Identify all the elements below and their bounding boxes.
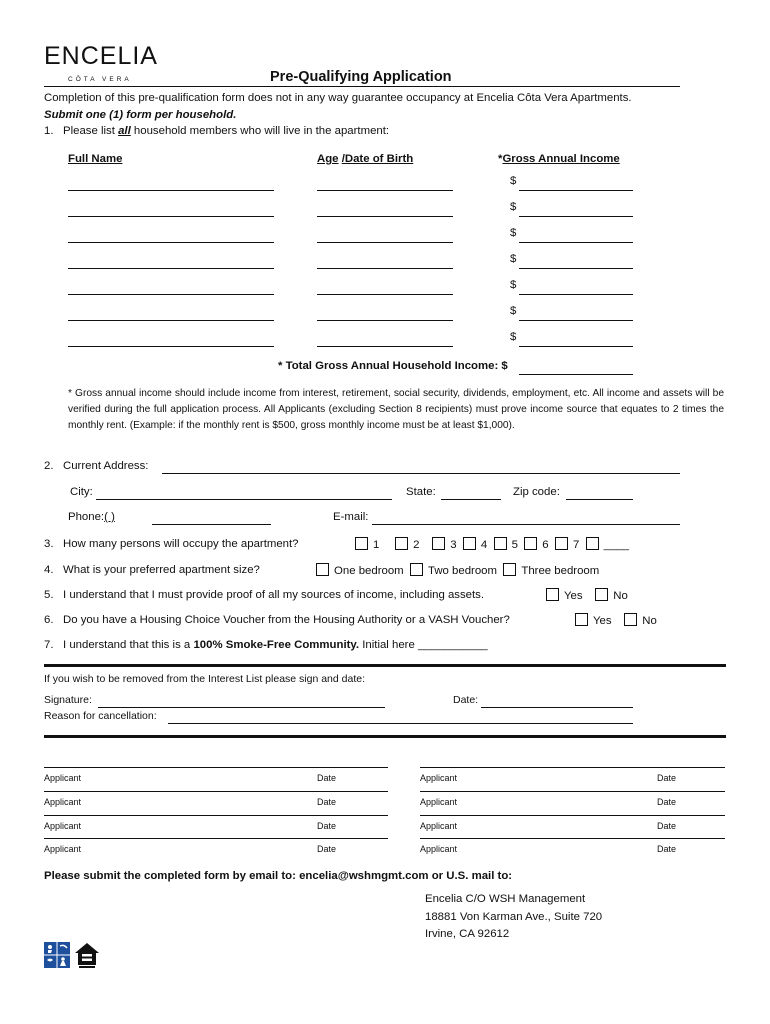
member-age-field-3[interactable] <box>317 242 453 243</box>
member-name-field-3[interactable] <box>68 242 274 243</box>
address-line-1: Encelia C/O WSH Management <box>425 893 586 905</box>
q7-text: 7. I understand that this is a 100% Smoke-Free Community. Initial here ___________ <box>44 639 488 651</box>
member-income-field-1[interactable] <box>519 190 633 191</box>
q5-text: 5. I understand that I must provide proof of all my sources of income, including assets. <box>44 589 485 601</box>
date-label: Date <box>657 821 677 831</box>
member-income-field-4[interactable] <box>519 268 633 269</box>
member-age-field-5[interactable] <box>317 294 453 295</box>
q6-text: 6. Do you have a Housing Choice Voucher from the Housing Authority or a VASH Voucher? <box>44 614 510 626</box>
applicant-signature-line[interactable] <box>420 791 725 792</box>
removal-date-label: Date: <box>453 694 479 706</box>
applicant-signature-line[interactable] <box>44 767 388 768</box>
q1-text: 1. Please list all household members who will live in the apartment: <box>44 125 390 137</box>
mailing-address <box>425 891 602 944</box>
date-label: Date <box>317 773 337 783</box>
q6-yes-checkbox[interactable] <box>575 613 588 626</box>
member-income-field-2[interactable] <box>519 216 633 217</box>
persons-3-checkbox[interactable] <box>432 537 445 550</box>
state-label: State: <box>406 486 436 498</box>
dollar-sign: $ <box>510 227 517 239</box>
persons-6-checkbox[interactable] <box>524 537 537 550</box>
member-name-field-4[interactable] <box>68 268 274 269</box>
member-age-field-7[interactable] <box>317 346 453 347</box>
persons-other-checkbox[interactable] <box>586 537 599 550</box>
member-age-field-1[interactable] <box>317 190 453 191</box>
q4-text: 4. What is your preferred apartment size? <box>44 564 260 576</box>
city-field[interactable] <box>96 499 392 500</box>
removal-text: If you wish to be removed from the Interest List please sign and date: <box>44 673 366 685</box>
total-income-label: * Total Gross Annual Household Income: $ <box>278 360 508 372</box>
member-name-field-2[interactable] <box>68 216 274 217</box>
logo-subtext: CÔTA VERA <box>68 76 132 83</box>
member-age-field-2[interactable] <box>317 216 453 217</box>
persons-2-checkbox[interactable] <box>395 537 408 550</box>
accessibility-logo <box>44 942 70 971</box>
two-bedroom-checkbox[interactable] <box>410 563 423 576</box>
dollar-sign: $ <box>510 279 517 291</box>
total-income-field[interactable] <box>519 374 633 375</box>
applicant-signature-line[interactable] <box>420 767 725 768</box>
income-footnote: * Gross annual income should include income from interest, retirement, social security, dividends, employment, etc. All income and assets will be verified during the full application process. All Applicants (excluding Section 8 recipients) must prove income source that equates to 2 times the monthly rent. (Example: if the monthly rent is $500, gross monthly income must be at least $1,000). <box>68 388 724 431</box>
applicant-signature-line[interactable] <box>44 815 388 816</box>
applicant-label: Applicant <box>44 797 82 807</box>
three-bedroom-checkbox[interactable] <box>503 563 516 576</box>
address-line-3: Irvine, CA 92612 <box>425 928 510 940</box>
logo-text: ENCELIA <box>44 42 158 70</box>
member-income-field-7[interactable] <box>519 346 633 347</box>
address-line-2: 18881 Von Karman Ave., Suite 720 <box>425 910 603 923</box>
dollar-sign: $ <box>510 175 517 187</box>
applicant-signature-line[interactable] <box>44 838 388 839</box>
applicant-label: Applicant <box>44 773 82 783</box>
date-label: Date <box>657 797 677 807</box>
removal-signature-label: Signature: <box>44 694 92 706</box>
date-label: Date <box>317 821 337 831</box>
q5-yes-checkbox[interactable] <box>546 588 559 601</box>
submit-one-note: Submit one (1) form per household. <box>44 109 237 121</box>
applicant-label: Applicant <box>420 821 458 831</box>
reason-label: Reason for cancellation: <box>44 710 157 722</box>
intro-text: Completion of this pre-qualification form does not in any way guarantee occupancy at Encelia Côta Vera Apartments. <box>44 92 632 104</box>
member-name-field-6[interactable] <box>68 320 274 321</box>
section-divider <box>44 664 726 667</box>
submit-instructions: Please submit the completed form by email to: encelia@wshmgmt.com or U.S. mail to: <box>44 870 513 882</box>
city-label: City: <box>70 486 93 498</box>
persons-7-checkbox[interactable] <box>555 537 568 550</box>
q3-options: 1 2 3 4 5 6 7 ____ <box>355 537 629 551</box>
date-label: Date <box>657 844 677 854</box>
dollar-sign: $ <box>510 305 517 317</box>
removal-date-field[interactable] <box>481 707 633 708</box>
state-field[interactable] <box>441 499 501 500</box>
q6-options: Yes No <box>575 613 657 627</box>
removal-signature-field[interactable] <box>98 707 385 708</box>
title-underline <box>44 86 680 87</box>
member-name-field-1[interactable] <box>68 190 274 191</box>
persons-1-checkbox[interactable] <box>355 537 368 550</box>
email-label: E-mail: <box>333 511 369 523</box>
applicant-label: Applicant <box>420 797 458 807</box>
section-divider-2 <box>44 735 726 738</box>
persons-5-checkbox[interactable] <box>494 537 507 550</box>
q4-options: One bedroom Two bedroom Three bedroom <box>316 563 599 577</box>
q2-address-label: 2. Current Address: <box>44 460 149 472</box>
member-name-field-7[interactable] <box>68 346 274 347</box>
phone-label: Phone:( ) <box>68 511 115 523</box>
applicant-label: Applicant <box>420 773 458 783</box>
applicant-label: Applicant <box>44 821 82 831</box>
member-age-field-6[interactable] <box>317 320 453 321</box>
q5-options: Yes No <box>546 588 628 602</box>
address-field[interactable] <box>162 473 680 474</box>
member-age-field-4[interactable] <box>317 268 453 269</box>
zip-label: Zip code: <box>513 486 560 498</box>
dollar-sign: $ <box>510 201 517 213</box>
phone-field[interactable] <box>152 524 271 525</box>
date-label: Date <box>317 844 337 854</box>
page-title: Pre-Qualifying Application <box>270 69 452 85</box>
zip-field[interactable] <box>566 499 633 500</box>
reason-field[interactable] <box>168 723 633 724</box>
applicant-label: Applicant <box>420 844 458 854</box>
applicant-signature-line[interactable] <box>420 815 725 816</box>
col-age: Age /Date of Birth <box>317 153 414 165</box>
member-income-field-5[interactable] <box>519 294 633 295</box>
applicant-signature-line[interactable] <box>44 791 388 792</box>
col-income: *Gross Annual Income <box>498 153 620 165</box>
date-label: Date <box>657 773 677 783</box>
dollar-sign: $ <box>510 331 517 343</box>
date-label: Date <box>317 797 337 807</box>
col-full-name: Full Name <box>68 153 123 165</box>
q6-no-checkbox[interactable] <box>624 613 637 626</box>
member-income-field-3[interactable] <box>519 242 633 243</box>
persons-4-checkbox[interactable] <box>463 537 476 550</box>
member-income-field-6[interactable] <box>519 320 633 321</box>
equal-housing-icon <box>73 941 101 972</box>
applicant-label: Applicant <box>44 844 82 854</box>
dollar-sign: $ <box>510 253 517 265</box>
email-field[interactable] <box>372 524 680 525</box>
q3-text: 3. How many persons will occupy the apartment? <box>44 538 299 550</box>
applicant-signature-line[interactable] <box>420 838 725 839</box>
member-name-field-5[interactable] <box>68 294 274 295</box>
q5-no-checkbox[interactable] <box>595 588 608 601</box>
one-bedroom-checkbox[interactable] <box>316 563 329 576</box>
